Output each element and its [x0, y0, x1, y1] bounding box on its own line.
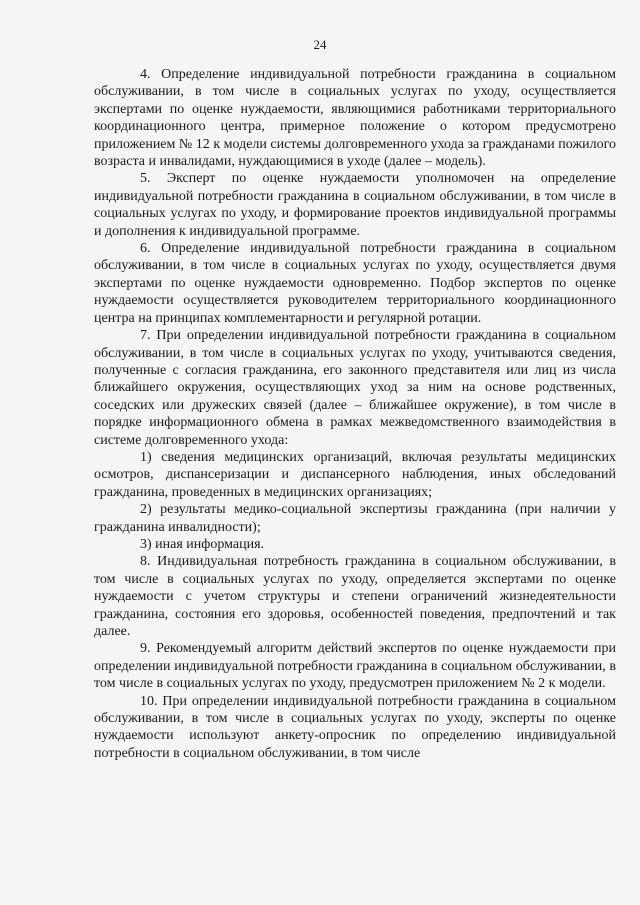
document-body	[94, 66, 616, 762]
paragraph-9: 9. Рекомендуемый алгоритм действий экспертов по оценке нуждаемости при определении индивидуальной потребности гражданина в социальном обслуживании, в том числе в социальных услугах по уходу, предусмотрен приложением № 2 к модели.	[94, 641, 616, 692]
paragraph-7: 7. При определении индивидуальной потребности гражданина в социальном обслуживании, в том числе в социальных услугах по уходу, учитываются сведения, полученные с согласия гражданина, его законного представителя или лиц из числа ближайшего окружения, осуществляющих уход за ним на основе родственных, соседских или дружеских связей (далее – ближайшее окружение), в том числе в порядке информационного обмена в рамках межведомственного взаимодействия в системе долговременного ухода:	[94, 328, 616, 448]
list-item-2: 2) результаты медико-социальной экспертизы гражданина (при наличии у гражданина инвалидности);	[94, 502, 616, 535]
list-item-1: 1) сведения медицинских организаций, включая результаты медицинских осмотров, диспансеризации и диспансерного наблюдения, иных обследований гражданина, проведенных в медицинских организациях;	[94, 449, 616, 500]
page-number: 24	[313, 37, 327, 52]
paragraph-4: 4. Определение индивидуальной потребности гражданина в социальном обслуживании, в том числе в социальных услугах по уходу, осуществляется экспертами по оценке нуждаемости, являющимися работниками территориального координационного центра, примерное положение о котором предусмотрено приложением № 12 к модели системы долговременного ухода за гражданами пожилого возраста и инвалидами, нуждающимися в уходе (далее – модель).	[94, 67, 616, 170]
paragraph-5: 5. Эксперт по оценке нуждаемости уполномочен на определение индивидуальной потребности гражданина в социальном обслуживании, в том числе в социальных услугах по уходу, и формирование проектов индивидуальной программы и дополнения к индивидуальной программе.	[94, 171, 616, 239]
paragraph-6: 6. Определение индивидуальной потребности гражданина в социальном обслуживании, в том числе в социальных услугах по уходу, осуществляется двумя экспертами по оценке нуждаемости одновременно. Подбор экспертов по оценке нуждаемости осуществляется руководителем территориального координационного центра на принципах комплементарности и регулярной ротации.	[94, 241, 616, 326]
paragraph-8: 8. Индивидуальная потребность гражданина в социальном обслуживании, в том числе в социальных услугах по уходу, определяется экспертами по оценке нуждаемости с учетом структуры и степени ограничений жизнедеятельности гражданина, состояния его здоровья, особенностей поведения, предпочтений и так далее.	[94, 554, 616, 639]
list-item-3: 3) иная информация.	[140, 536, 265, 552]
paragraph-10: 10. При определении индивидуальной потребности гражданина в социальном обслуживании, в том числе в социальных услугах по уходу, эксперты по оценке нуждаемости используют анкету-опросник по определению индивидуальной потребности в социальном обслуживании, в том числе	[94, 693, 616, 761]
